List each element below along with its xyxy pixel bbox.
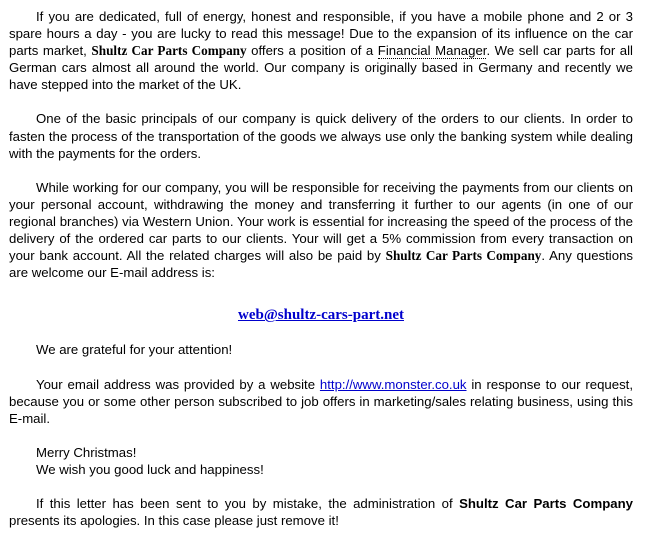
- gratitude-paragraph: We are grateful for your attention!: [36, 342, 233, 358]
- email-address-link[interactable]: web@shultz-cars-part.net: [237, 307, 404, 324]
- position-title: Financial Manager: [377, 43, 487, 59]
- intro-text-b: offers a position of a: [246, 43, 378, 59]
- source-text-a: Your email address was provided by a website: [36, 376, 320, 392]
- company-name: Shultz Car Parts Company: [91, 43, 247, 59]
- intro-text-a: If you are dedicated, full of energy, honest and responsible, if you have a mobile phone and 2 or 3 spare hours a day - you are lucky to read this message! Due to the expansion of its influence on the car parts market,: [9, 9, 633, 59]
- website-link[interactable]: http://www.monster.co.uk: [319, 376, 467, 392]
- apology-text-a: If this letter has been sent to you by mistake, the administration of: [36, 495, 460, 511]
- apology-paragraph: [9, 495, 633, 529]
- duties-text-b: . Any questions are welcome our E-mail address is:: [9, 248, 633, 281]
- greeting-wishes: We wish you good luck and happiness!: [36, 461, 264, 477]
- company-name: Shultz Car Parts Company: [385, 248, 542, 264]
- company-name: Shultz Car Parts Company: [459, 495, 633, 511]
- duties-text-a: While working for our company, you will be responsible for receiving the payments from our clients on your personal account, withdrawing the money and transferring it further to our agents (in one of our regional branches) via Western Union. Your work is essential for increasing the speed of the process of the delivery of the ordered car parts to our clients. Your will get a 5% commission from every transaction on your bank account. All the related charges will also be paid by: [9, 179, 633, 264]
- intro-paragraph: [9, 8, 633, 93]
- duties-paragraph: [9, 179, 633, 282]
- source-text-b: in response to our request, because you or some other person subscribed to job offers in marketing/sales relating business, using this E-mail.: [9, 376, 634, 426]
- intro-text-c: . We sell car parts for all German cars almost all around the world. Our company is originally based in Germany and recently we have stepped into the market of the UK.: [9, 43, 633, 93]
- principles-paragraph: One of the basic principals of our company is quick delivery of the orders to our clients. In order to fasten the process of the transportation of the goods we always use only the banking system while dealing with the payments for the orders.: [9, 111, 633, 161]
- apology-text-b: presents its apologies. In this case please just remove it!: [9, 513, 339, 529]
- source-paragraph: [9, 376, 633, 427]
- email-address-row: [9, 306, 633, 324]
- greeting-christmas: Merry Christmas!: [36, 444, 137, 460]
